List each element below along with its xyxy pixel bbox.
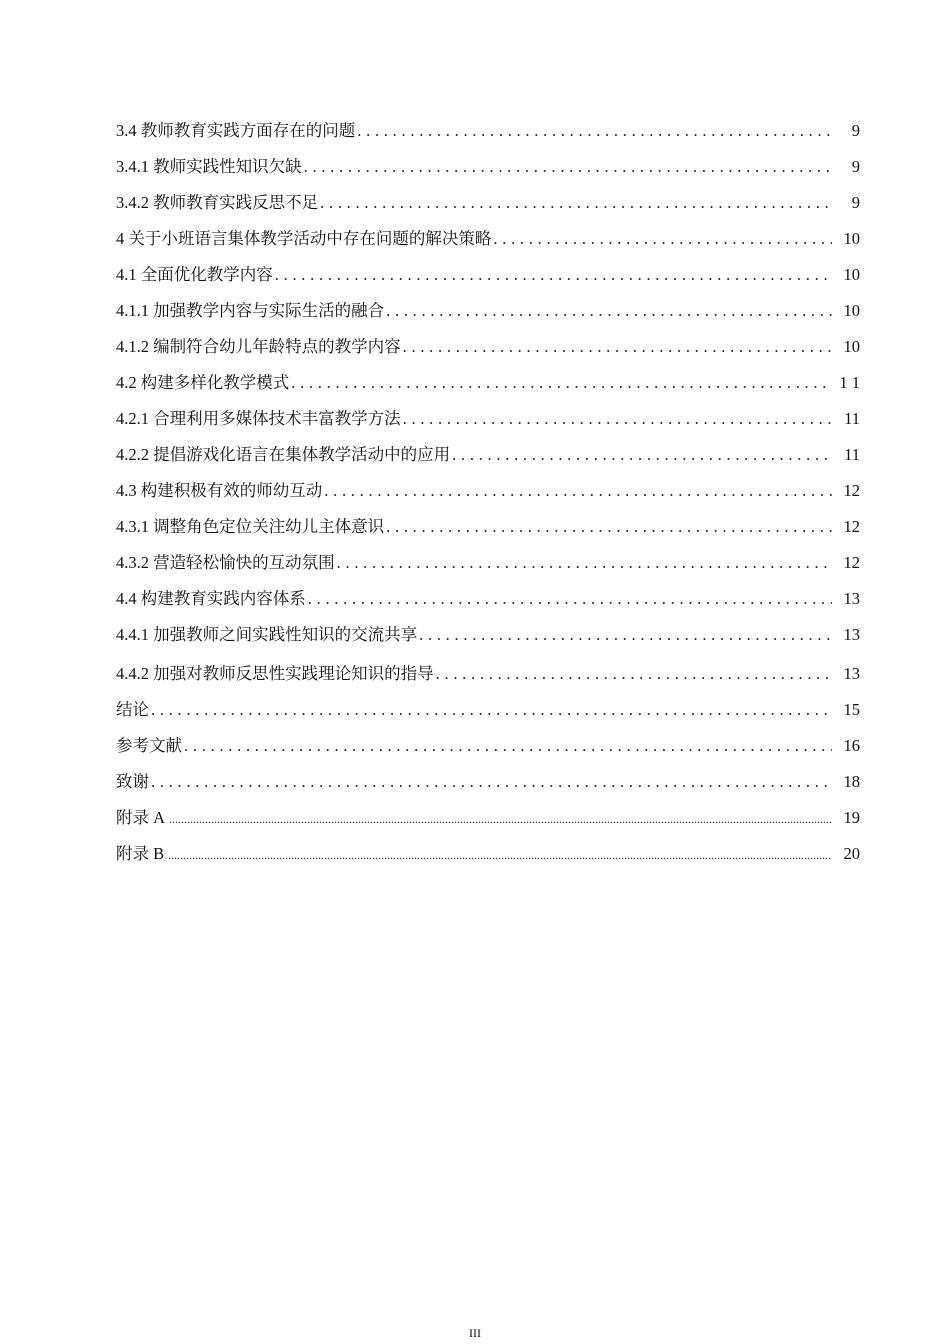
toc-entry-page: 10 [843, 265, 860, 284]
toc-entry-page: 10 [843, 229, 860, 248]
toc-entry-page: 12 [843, 553, 860, 572]
toc-entry-page: 13 [843, 589, 860, 608]
toc-entry-title: 附录 B [116, 844, 165, 863]
dot-leader [151, 764, 832, 800]
toc-entry[interactable] [116, 545, 860, 581]
toc-entry[interactable] [116, 617, 860, 653]
toc-entry-title: 附录 A [116, 808, 166, 827]
dot-leader [304, 149, 832, 185]
toc-entry[interactable] [116, 800, 860, 836]
toc-entry-title: 4.1.2 编制符合幼儿年龄特点的教学内容 [116, 337, 401, 356]
toc-entry-page: 18 [843, 772, 860, 791]
dot-leader [324, 473, 832, 509]
toc-entry[interactable] [116, 764, 860, 800]
dot-leader [403, 329, 832, 365]
toc-entry[interactable] [116, 329, 860, 365]
dot-leader [184, 728, 832, 764]
toc-entry-title: 4.2.1 合理利用多媒体技术丰富教学方法 [116, 409, 401, 428]
toc-entry-title: 4 关于小班语言集体教学活动中存在问题的解决策略 [116, 229, 492, 248]
toc-entry-title: 4.4 构建教育实践内容体系 [116, 589, 306, 608]
toc-entry-page: 11 [844, 409, 860, 428]
toc-entry[interactable] [116, 293, 860, 329]
toc-entry-page: 9 [851, 193, 860, 212]
dot-leader [308, 581, 832, 617]
dot-leader [357, 113, 832, 149]
toc-entry[interactable] [116, 113, 860, 149]
toc-entry-page: 15 [843, 700, 860, 719]
dot-leader [403, 401, 832, 437]
toc-entry-title: 4.1 全面优化教学内容 [116, 265, 273, 284]
toc-entry[interactable] [116, 836, 860, 872]
toc-entry-title: 4.3.2 营造轻松愉快的互动氛围 [116, 553, 335, 572]
toc-entry[interactable] [116, 656, 860, 692]
toc-entry[interactable] [116, 581, 860, 617]
dot-leader [452, 437, 832, 473]
page-footer-number: III [469, 1326, 481, 1340]
toc-entry-title: 4.3.1 调整角色定位关注幼儿主体意识 [116, 517, 385, 536]
dot-leader [436, 656, 832, 692]
toc-entry-page: 13 [843, 664, 860, 683]
toc-entry[interactable] [116, 257, 860, 293]
toc-entry[interactable] [116, 365, 860, 401]
toc-entry-title: 4.4.1 加强教师之间实践性知识的交流共享 [116, 625, 418, 644]
toc-entry-page: 12 [843, 481, 860, 500]
toc-entry-page: 16 [843, 736, 860, 755]
toc-entry-title: 3.4 教师教育实践方面存在的问题 [116, 121, 356, 140]
toc-entry[interactable] [116, 692, 860, 728]
toc-entry[interactable] [116, 401, 860, 437]
toc-entry[interactable] [116, 473, 860, 509]
dot-leader [168, 836, 832, 873]
dot-leader [320, 185, 832, 221]
toc-entry-title: 4.2 构建多样化教学模式 [116, 373, 290, 392]
toc-entry-page: 10 [843, 301, 860, 320]
toc-entry-page: 20 [843, 844, 860, 863]
dot-leader [151, 692, 832, 728]
toc-entry-title: 参考文献 [116, 736, 182, 755]
dot-leader [386, 509, 832, 545]
toc-entry-page: 9 [851, 157, 860, 176]
toc-entry[interactable] [116, 149, 860, 185]
dot-leader [169, 800, 832, 837]
toc-entry-title: 3.4.1 教师实践性知识欠缺 [116, 157, 302, 176]
toc-entry-title: 4.2.2 提倡游戏化语言在集体教学活动中的应用 [116, 445, 451, 464]
dot-leader [419, 617, 832, 653]
toc-entry-title: 4.1.1 加强教学内容与实际生活的融合 [116, 301, 385, 320]
table-of-contents [116, 113, 860, 872]
dot-leader [337, 545, 832, 581]
toc-entry-page: 13 [843, 625, 860, 644]
toc-entry-title: 4.3 构建积极有效的师幼互动 [116, 481, 323, 500]
dot-leader [291, 365, 832, 401]
toc-entry-title: 结论 [116, 700, 149, 719]
toc-entry-page: 11 [844, 445, 860, 464]
dot-leader [493, 221, 832, 257]
toc-entry-title: 4.4.2 加强对教师反思性实践理论知识的指导 [116, 664, 434, 683]
toc-entry-page: 1 1 [839, 373, 860, 392]
toc-entry-page: 9 [851, 121, 860, 140]
toc-entry[interactable] [116, 221, 860, 257]
dot-leader [386, 293, 832, 329]
toc-entry-page: 10 [843, 337, 860, 356]
toc-entry[interactable] [116, 437, 860, 473]
dot-leader [275, 257, 832, 293]
toc-entry-page: 12 [843, 517, 860, 536]
toc-entry-title: 3.4.2 教师教育实践反思不足 [116, 193, 319, 212]
toc-entry[interactable] [116, 509, 860, 545]
toc-entry-page: 19 [843, 808, 860, 827]
toc-entry[interactable] [116, 185, 860, 221]
toc-entry-title: 致谢 [116, 772, 149, 791]
toc-entry[interactable] [116, 728, 860, 764]
